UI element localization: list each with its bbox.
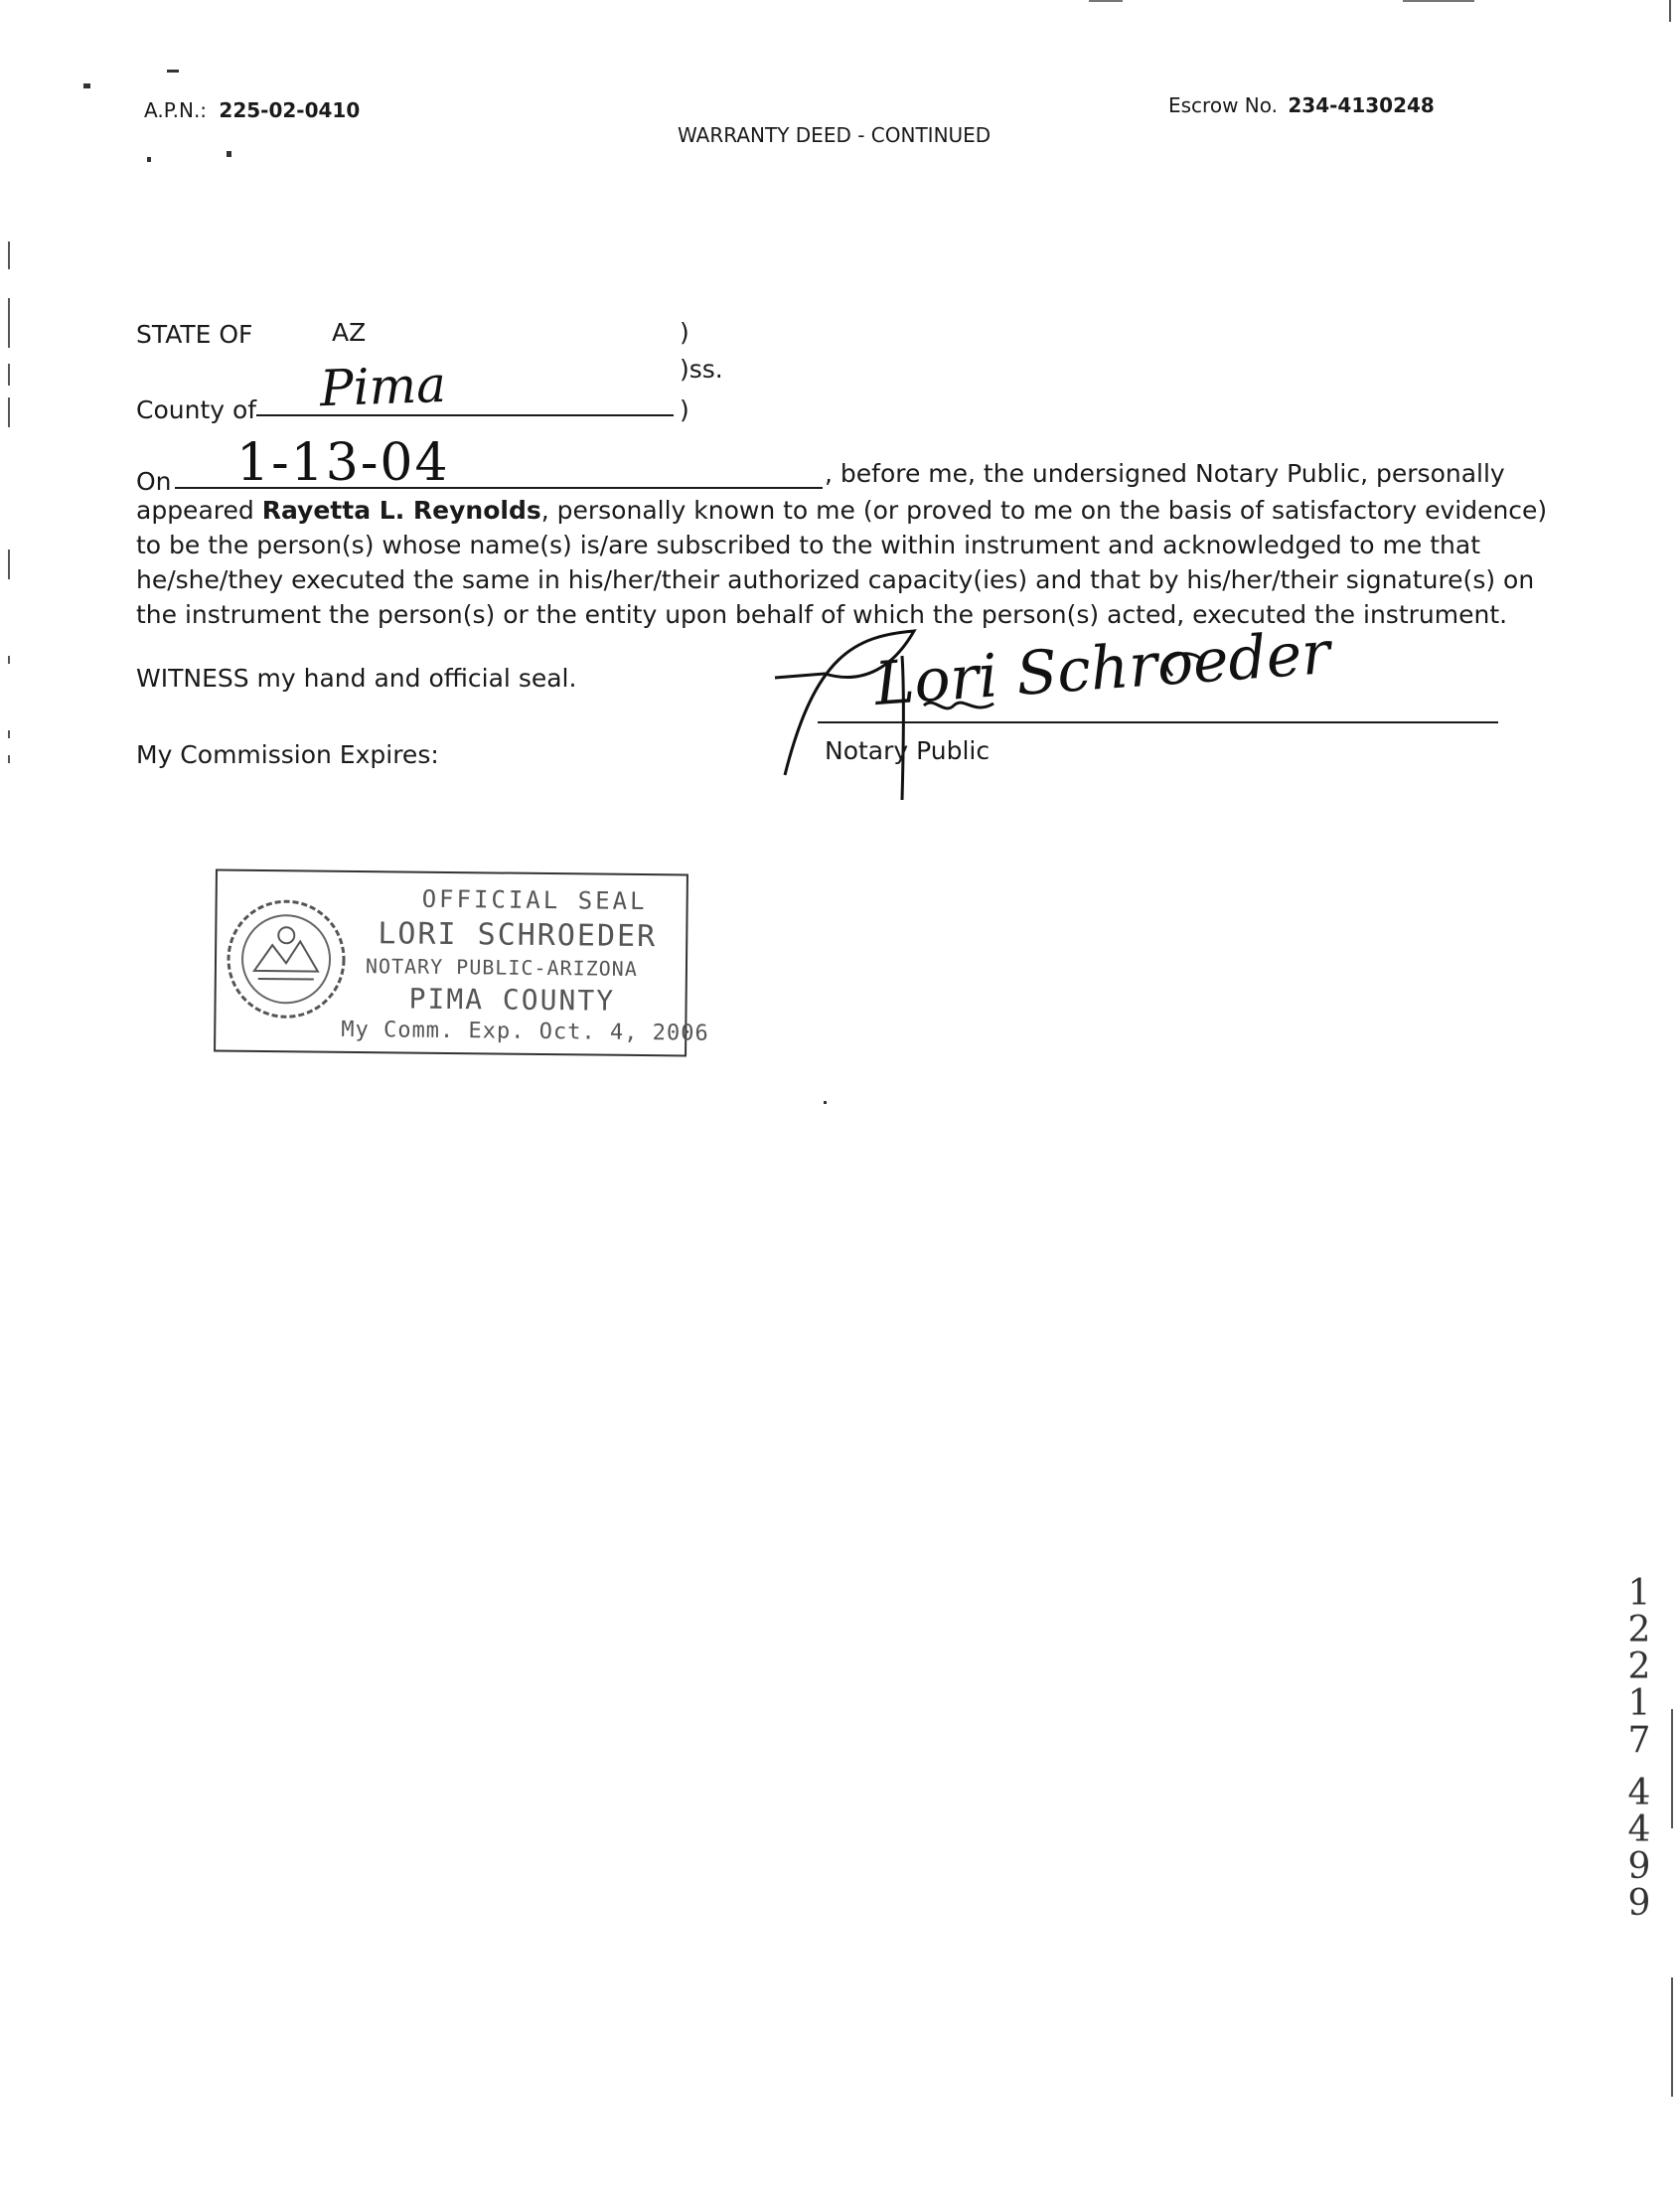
margin-mark <box>8 397 10 427</box>
ack-line-1: , before me, the undersigned Notary Public, personally <box>825 459 1505 488</box>
seal-line-4: PIMA COUNTY <box>408 982 616 1018</box>
ack-line-5: the instrument the person(s) or the entity upon behalf of which the person(s) acted, executed the instrument. <box>136 600 1508 629</box>
commission-expires: My Commission Expires: <box>136 740 439 769</box>
scan-dash <box>1403 0 1474 2</box>
notary-signature: Lori Schroeder <box>872 618 1333 719</box>
margin-mark <box>8 241 10 269</box>
stamp-digit: 4 <box>1627 1773 1651 1813</box>
margin-mark <box>8 298 10 348</box>
venue-ss: )ss. <box>680 355 723 384</box>
scan-dot <box>147 157 151 162</box>
stamp-digit: 4 <box>1627 1809 1651 1850</box>
scan-dot <box>83 83 90 88</box>
scan-dot <box>227 151 231 157</box>
state-label: STATE OF <box>136 320 253 349</box>
county-fill-line <box>256 414 674 416</box>
escrow-line <box>1168 93 1435 117</box>
arizona-seal-emblem <box>224 883 355 1033</box>
county-handwritten: Pima <box>319 355 447 418</box>
margin-mark <box>8 755 10 763</box>
apn-label: A.P.N.: <box>144 98 208 122</box>
scan-dash <box>1089 0 1123 2</box>
margin-mark <box>8 550 10 579</box>
seal-line-2: LORI SCHROEDER <box>378 916 658 955</box>
apn-line <box>144 98 360 122</box>
county-label: County of <box>136 395 257 424</box>
stamp-digit: 2 <box>1627 1610 1651 1651</box>
margin-mark <box>8 656 10 664</box>
escrow-value: 234-4130248 <box>1288 93 1435 117</box>
margin-mark <box>8 364 10 386</box>
on-label: On <box>136 467 172 496</box>
scan-dot <box>824 1101 827 1104</box>
margin-mark <box>1671 1977 1673 2097</box>
signer-name: Rayetta L. Reynolds <box>261 496 541 525</box>
margin-mark <box>1671 1709 1673 1828</box>
recording-number-stamp <box>1619 1575 1659 1922</box>
stamp-digit: 9 <box>1627 1846 1651 1887</box>
scan-dot <box>167 70 179 73</box>
witness-text: WITNESS my hand and official seal. <box>136 664 577 693</box>
seal-line-5: My Comm. Exp. Oct. 4, 2006 <box>341 1017 709 1046</box>
stamp-digit: 9 <box>1627 1883 1651 1924</box>
stamp-digit: 7 <box>1627 1720 1651 1761</box>
venue-paren-1: ) <box>680 318 689 347</box>
stamp-digit: 1 <box>1627 1683 1651 1724</box>
ack-line-3: to be the person(s) whose name(s) is/are subscribed to the within instrument and acknowledged to me that <box>136 531 1481 559</box>
venue-paren-2: ) <box>680 395 689 424</box>
stamp-digit: 1 <box>1627 1573 1651 1614</box>
ack-line-2 <box>136 493 1547 528</box>
notary-public-label: Notary Public <box>825 736 991 765</box>
margin-mark <box>1669 0 1671 22</box>
seal-line-1: OFFICIAL SEAL <box>421 884 648 916</box>
document-title: WARRANTY DEED - CONTINUED <box>678 123 992 147</box>
date-handwritten: 1-13-04 <box>236 433 450 493</box>
official-seal-stamp <box>214 869 709 1057</box>
ack-appeared: appeared <box>136 496 254 525</box>
apn-value: 225-02-0410 <box>219 98 361 122</box>
margin-mark <box>8 730 10 738</box>
stamp-digit: 2 <box>1627 1647 1651 1687</box>
escrow-label: Escrow No. <box>1168 93 1278 117</box>
ack-line-4: he/she/they executed the same in his/her/their authorized capacity(ies) and that by his/her/their signature(s) on <box>136 565 1535 594</box>
state-value: AZ <box>332 318 367 347</box>
ack-line-2-rest: , personally known to me (or proved to me on the basis of satisfactory evidence) <box>540 496 1548 525</box>
seal-line-3: NOTARY PUBLIC-ARIZONA <box>365 954 638 981</box>
